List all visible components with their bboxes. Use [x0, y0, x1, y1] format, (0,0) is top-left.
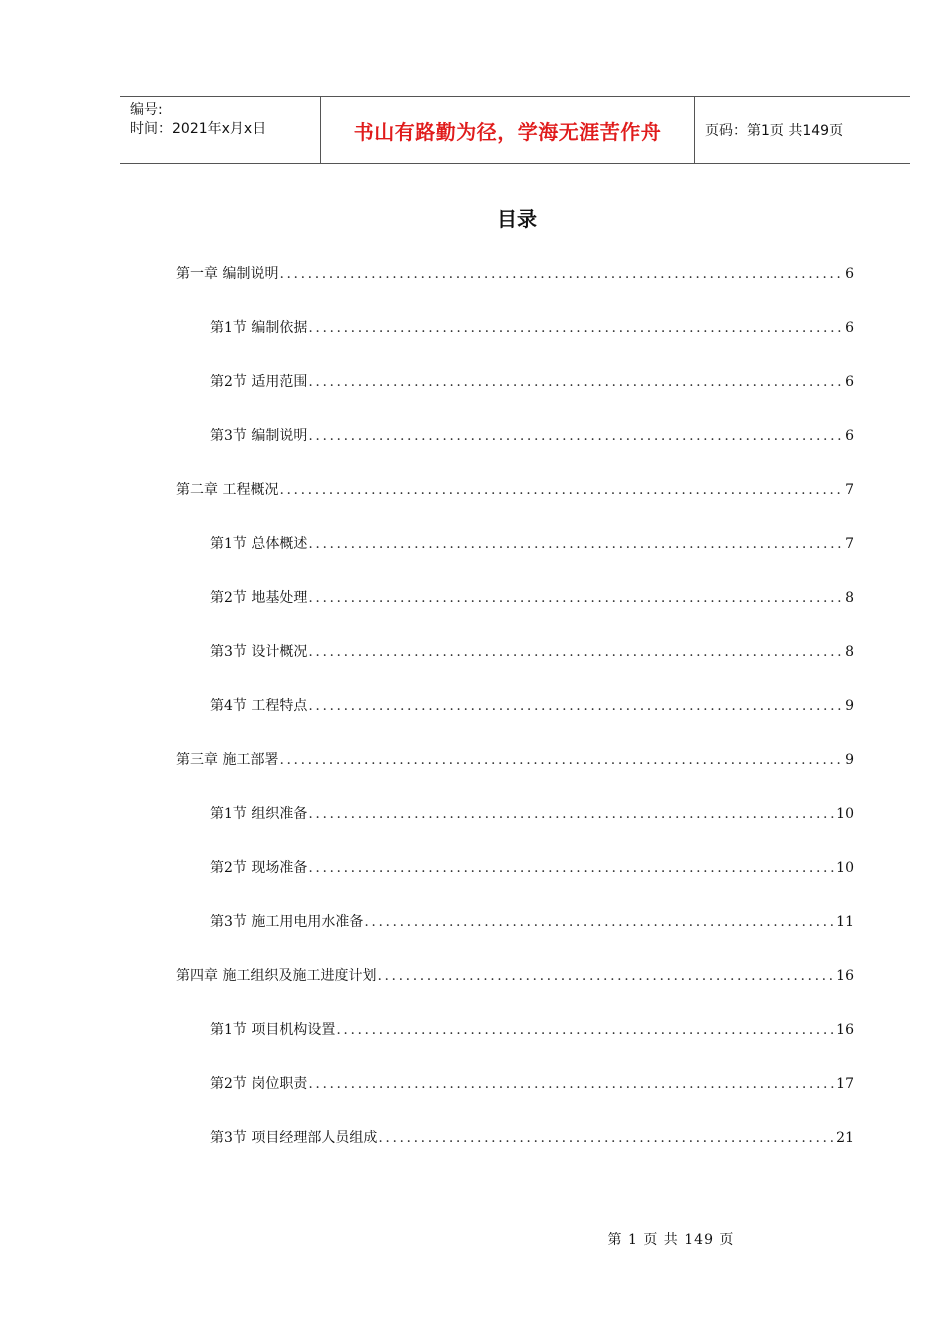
toc-entry-page: 6 [845, 428, 854, 444]
toc-dot-leader [308, 856, 834, 880]
toc-dot-leader [308, 802, 834, 826]
toc-section-entry[interactable] [210, 1072, 854, 1096]
toc-section-entry[interactable] [210, 532, 854, 556]
toc-section-entry[interactable] [210, 424, 854, 448]
toc-entry-label: 第3节 项目经理部人员组成 [210, 1130, 378, 1146]
toc-entry-label: 第3节 编制说明 [210, 428, 308, 444]
toc-entry-page: 10 [836, 806, 854, 822]
toc-entry-page: 7 [845, 536, 854, 552]
header-meta-cell [120, 97, 321, 163]
toc-dot-leader [377, 964, 834, 988]
toc-entry-page: 9 [845, 752, 854, 768]
toc-entry-page: 8 [845, 644, 854, 660]
toc-section-entry[interactable] [210, 316, 854, 340]
toc-chapter-entry[interactable] [176, 478, 854, 502]
toc-entry-page: 17 [836, 1076, 854, 1092]
toc-entry-label: 第二章 工程概况 [176, 482, 279, 498]
toc-section-entry[interactable] [210, 802, 854, 826]
toc-chapter-entry[interactable] [176, 262, 854, 286]
time-text: 时间：2021年x月x日 [130, 121, 267, 137]
toc-entry-label: 第2节 适用范围 [210, 374, 308, 390]
toc-entry-page: 6 [845, 374, 854, 390]
toc-section-entry[interactable] [210, 1126, 854, 1150]
toc-entry-label: 第2节 地基处理 [210, 590, 308, 606]
toc-entry-label: 第1节 项目机构设置 [210, 1022, 336, 1038]
toc-section-entry[interactable] [210, 586, 854, 610]
toc-dot-leader [279, 262, 843, 286]
toc-dot-leader [308, 694, 843, 718]
toc-section-entry[interactable] [210, 1018, 854, 1042]
toc-entry-page: 9 [845, 698, 854, 714]
header-motto: 书山有路勤为径，学海无涯苦作舟 [321, 97, 695, 163]
toc-entry-label: 第1节 组织准备 [210, 806, 308, 822]
toc-entry-label: 第四章 施工组织及施工进度计划 [176, 968, 377, 984]
toc-entry-page: 7 [845, 482, 854, 498]
toc-dot-leader [308, 316, 843, 340]
toc-dot-leader [378, 1126, 834, 1150]
toc-entry-label: 第1节 总体概述 [210, 536, 308, 552]
toc-entry-page: 6 [845, 266, 854, 282]
toc-title: 目录 [497, 207, 537, 231]
toc-entry-page: 16 [836, 968, 854, 984]
toc-dot-leader [308, 532, 843, 556]
toc-entry-label: 第一章 编制说明 [176, 266, 279, 282]
toc-entry-page: 8 [845, 590, 854, 606]
toc-dot-leader [336, 1018, 834, 1042]
toc-section-entry[interactable] [210, 640, 854, 664]
page-header [120, 96, 910, 164]
toc-dot-leader [279, 478, 843, 502]
page-footer: 第 1 页 共 149 页 [607, 1232, 735, 1248]
toc-entry-page: 21 [836, 1130, 854, 1146]
serial-label: 编号: [130, 102, 163, 118]
toc-dot-leader [308, 640, 843, 664]
toc-entry-page: 11 [836, 914, 854, 930]
toc-dot-leader [279, 748, 843, 772]
toc-entry-label: 第三章 施工部署 [176, 752, 279, 768]
toc-chapter-entry[interactable] [176, 748, 854, 772]
toc-dot-leader [364, 910, 834, 934]
toc-entry-label: 第2节 现场准备 [210, 860, 308, 876]
toc-entry-page: 10 [836, 860, 854, 876]
toc-entry-label: 第1节 编制依据 [210, 320, 308, 336]
toc-entry-page: 16 [836, 1022, 854, 1038]
toc-section-entry[interactable] [210, 694, 854, 718]
toc-entry-label: 第3节 设计概况 [210, 644, 308, 660]
toc-entry-label: 第4节 工程特点 [210, 698, 308, 714]
toc-section-entry[interactable] [210, 370, 854, 394]
toc-dot-leader [308, 1072, 834, 1096]
toc-dot-leader [308, 586, 843, 610]
toc-chapter-entry[interactable] [176, 964, 854, 988]
toc-entry-page: 6 [845, 320, 854, 336]
header-page-info: 页码：第1页 共149页 [705, 123, 844, 139]
toc-entry-label: 第2节 岗位职责 [210, 1076, 308, 1092]
toc-dot-leader [308, 370, 843, 394]
toc-entry-label: 第3节 施工用电用水准备 [210, 914, 364, 930]
toc-section-entry[interactable] [210, 856, 854, 880]
toc-section-entry[interactable] [210, 910, 854, 934]
toc-dot-leader [308, 424, 843, 448]
